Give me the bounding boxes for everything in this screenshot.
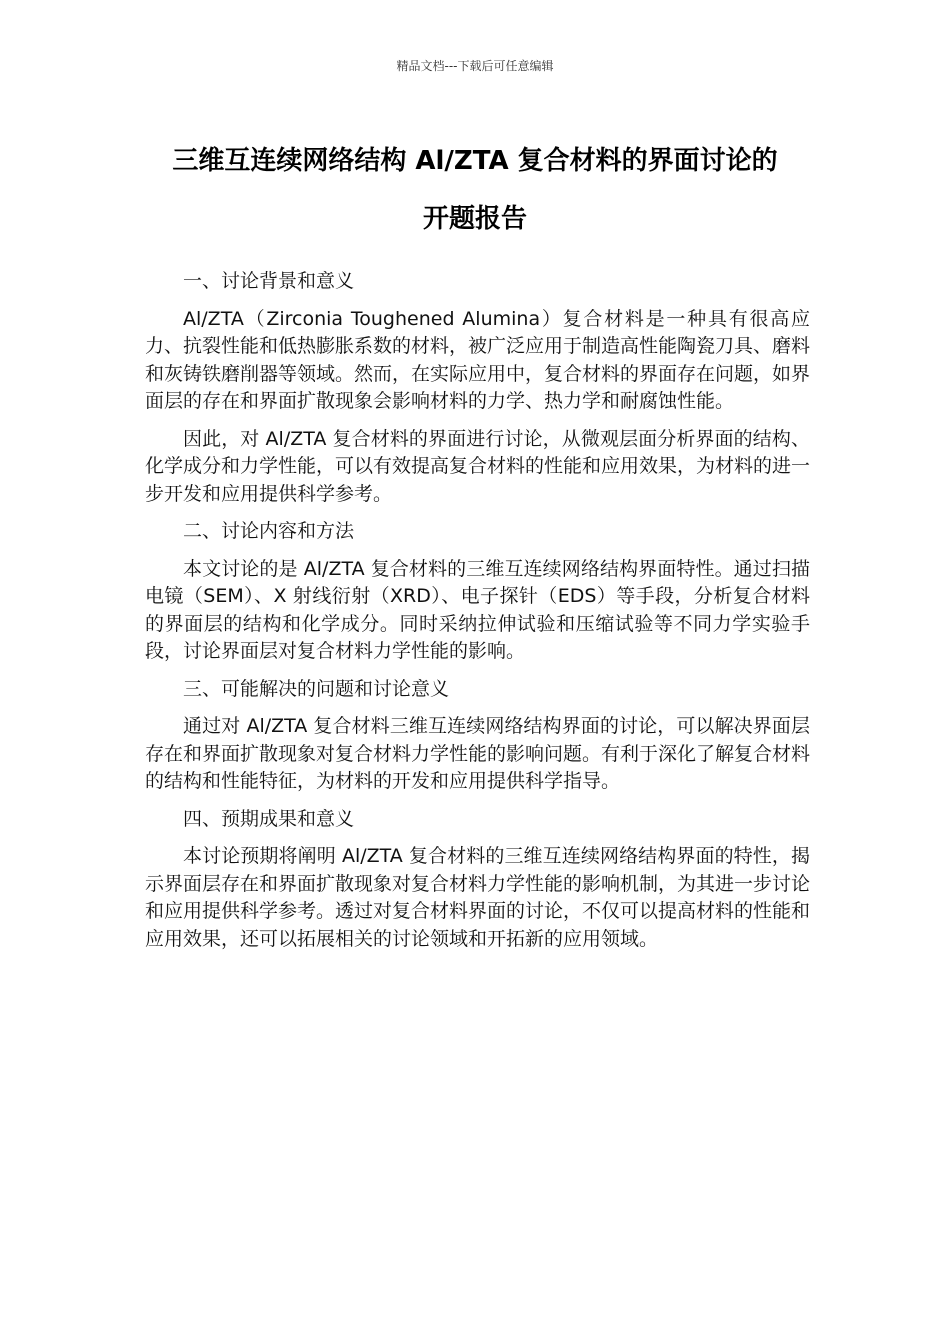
section-heading-4: 四、预期成果和意义	[183, 807, 355, 830]
page-header: 精品文档---下载后可任意编辑	[396, 59, 554, 73]
title-line-2: 开题报告	[422, 204, 527, 234]
section-3-paragraph-1: 通过对 Al/ZTA 复合材料三维互连续网络结构界面的讨论，可以解决界面层存在和界面扩散现象对复合材料力学性能的影响问题。有利于深化了解复合材料的结构和性能特征，为材料的开发和应用提供科学指导。	[145, 715, 811, 792]
title-line-1: 三维互连续网络结构 Al/ZTA 复合材料的界面讨论的	[172, 146, 778, 176]
section-2-paragraph-1: 本文讨论的是 Al/ZTA 复合材料的三维互连续网络结构界面特性。通过扫描电镜（SEM）、X 射线衍射（XRD）、电子探针（EDS）等手段，分析复合材料的界面层的结构和化学成分。同时采纳拉伸试验和压缩试验等不同力学实验手段，讨论界面层对复合材料力学性能的影响。	[145, 557, 810, 662]
section-1-paragraph-2: 因此，对 Al/ZTA 复合材料的界面进行讨论，从微观层面分析界面的结构、化学成分和力学性能，可以有效提高复合材料的性能和应用效果，为材料的进一步开发和应用提供科学参考。	[145, 427, 811, 505]
section-heading-2: 二、讨论内容和方法	[183, 520, 355, 542]
section-1-paragraph-1: Al/ZTA（Zirconia Toughened Alumina）复合材料是一种具有很高应力、抗裂性能和低热膨胀系数的材料，被广泛应用于制造高性能陶瓷刀具、磨料和灰铸铁磨削器等领域。然而，在实际应用中，复合材料的界面存在问题，如界面层的存在和界面扩散现象会影响材料的力学、热力学和耐腐蚀性能。	[145, 307, 811, 412]
section-heading-1: 一、讨论背景和意义	[183, 270, 355, 292]
document-body	[145, 268, 810, 963]
document-title	[100, 132, 850, 248]
section-4-paragraph-1: 本讨论预期将阐明 Al/ZTA 复合材料的三维互连续网络结构界面的特性，揭示界面层存在和界面扩散现象对复合材料力学性能的影响机制，为其进一步讨论和应用提供科学参考。透过对复合材料界面的讨论，不仅可以提高材料的性能和应用效果，还可以拓展相关的讨论领域和开拓新的应用领域。	[145, 845, 811, 950]
section-heading-3: 三、可能解决的问题和讨论意义	[183, 677, 450, 700]
